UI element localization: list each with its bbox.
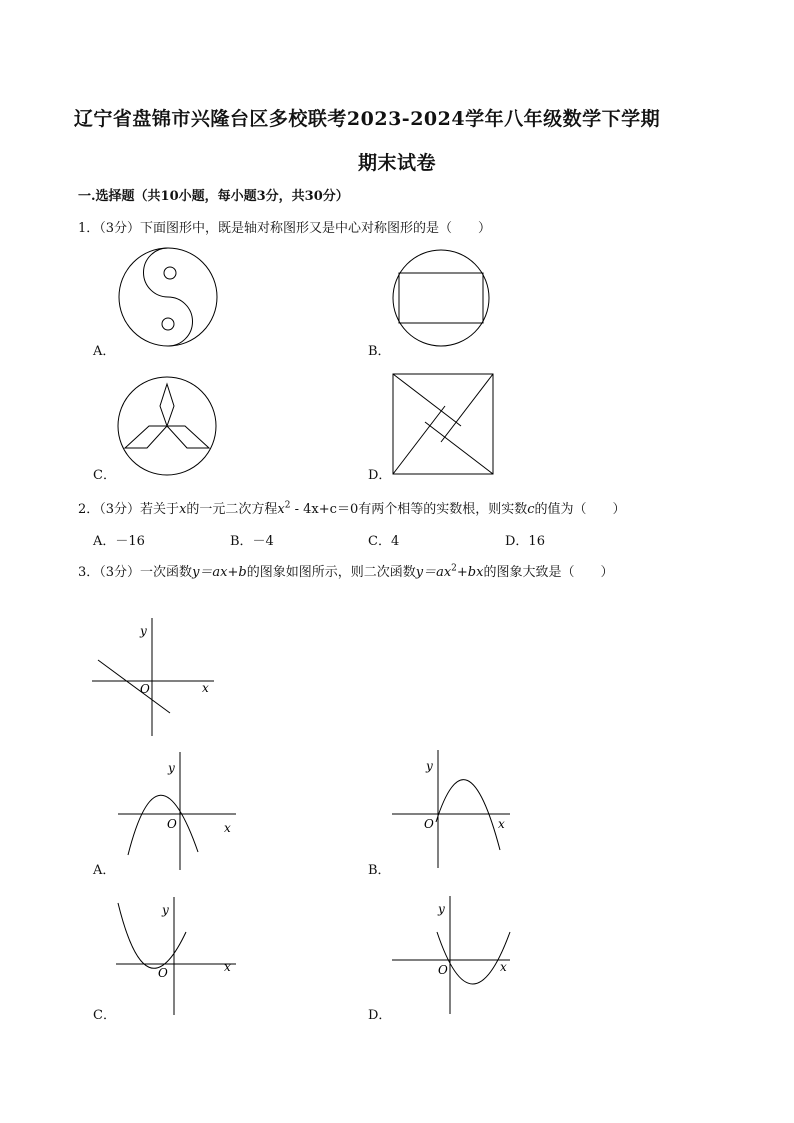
x-label: x xyxy=(498,817,505,831)
q1-option-c[interactable]: C． xyxy=(93,468,116,483)
q3-figure-a-graph xyxy=(118,752,243,872)
q2-option-c[interactable]: C．4 xyxy=(368,534,400,549)
question-2-text-pre: 若关于 xyxy=(140,502,180,517)
q3-option-d[interactable]: D． xyxy=(368,1008,392,1023)
q1-option-d[interactable]: D． xyxy=(368,468,392,483)
question-3-text-mid: 的图象如图所示，则二次函数 xyxy=(246,565,416,580)
question-2-eq-x: x xyxy=(277,502,285,517)
q1-option-a[interactable]: A． xyxy=(93,344,116,359)
origin-label: O xyxy=(140,682,150,696)
section-heading: 一.选择题（共10小题，每小题3分，共30分） xyxy=(78,189,349,204)
y-label: y xyxy=(426,759,433,773)
question-3-text-pre: 一次函数 xyxy=(140,565,193,580)
question-3-quadratic-a: y＝ax xyxy=(415,565,452,580)
question-2-eq-rest: - 4x+c xyxy=(290,502,337,517)
linear-function-line xyxy=(98,660,170,713)
question-2-text-tail: ＝0有两个相等的实数根，则实数 xyxy=(336,502,528,517)
q1-figure-a-taiji xyxy=(118,247,218,347)
origin-label: O xyxy=(167,817,177,831)
q2-option-a[interactable]: A．－16 xyxy=(93,534,145,549)
question-3-exponent: 2 xyxy=(451,563,457,574)
question-1-text: 下面图形中，既是轴对称图形又是中心对称图形的是（ ） xyxy=(140,221,492,236)
q2-option-d[interactable]: D．16 xyxy=(505,534,545,549)
y-label: y xyxy=(140,624,147,638)
x-label: x xyxy=(224,960,231,974)
x-label: x xyxy=(224,821,231,835)
parabola-curve xyxy=(128,795,198,855)
question-2-exponent: 2 xyxy=(284,500,291,511)
origin-label: O xyxy=(424,817,434,831)
q3-given-linear-graph xyxy=(92,618,222,738)
question-2-text-mid: 的一元二次方程 xyxy=(186,502,278,517)
question-2 xyxy=(78,498,626,517)
question-3-text-end: 的图象大致是（ ） xyxy=(483,565,614,580)
q1-figure-c-rhombi-circle xyxy=(117,376,217,476)
question-3 xyxy=(78,561,613,580)
q1-figure-d-pinwheel-square xyxy=(393,374,493,474)
question-2-number: 2．（3分） xyxy=(78,502,141,517)
title-line-1: 辽宁省盘锦市兴隆台区多校联考2023-2024学年八年级数学下学期 xyxy=(73,108,661,130)
y-label: y xyxy=(168,761,175,775)
x-label: x xyxy=(202,681,209,695)
q1-figure-b-rect-circle xyxy=(392,249,490,347)
q3-option-c[interactable]: C． xyxy=(93,1008,116,1023)
origin-label: O xyxy=(158,966,168,980)
question-3-linear-function: y＝ax+b xyxy=(192,565,247,580)
question-1 xyxy=(78,217,491,236)
origin-label: O xyxy=(438,963,448,977)
parabola-curve xyxy=(437,932,510,984)
question-2-var-x: x xyxy=(179,502,187,517)
title-line-2: 期末试卷 xyxy=(357,152,436,174)
q3-figure-b-graph xyxy=(392,750,517,870)
q3-figure-c-graph xyxy=(116,897,241,1017)
q1-option-b[interactable]: B． xyxy=(368,344,391,359)
q3-option-a[interactable]: A． xyxy=(93,863,116,878)
question-3-quadratic-b: +bx xyxy=(456,565,484,580)
y-label: y xyxy=(162,903,169,917)
x-label: x xyxy=(500,960,507,974)
parabola-curve xyxy=(118,903,186,968)
question-2-var-c: c xyxy=(527,502,535,517)
q3-option-b[interactable]: B． xyxy=(368,863,391,878)
q2-option-b[interactable]: B．－4 xyxy=(230,534,274,549)
question-2-text-end: 的值为（ ） xyxy=(534,502,626,517)
question-3-number: 3．（3分） xyxy=(78,565,141,580)
q3-figure-d-graph xyxy=(392,896,517,1016)
parabola-curve xyxy=(436,780,500,850)
y-label: y xyxy=(438,902,445,916)
question-1-number: 1．（3分） xyxy=(78,221,141,236)
